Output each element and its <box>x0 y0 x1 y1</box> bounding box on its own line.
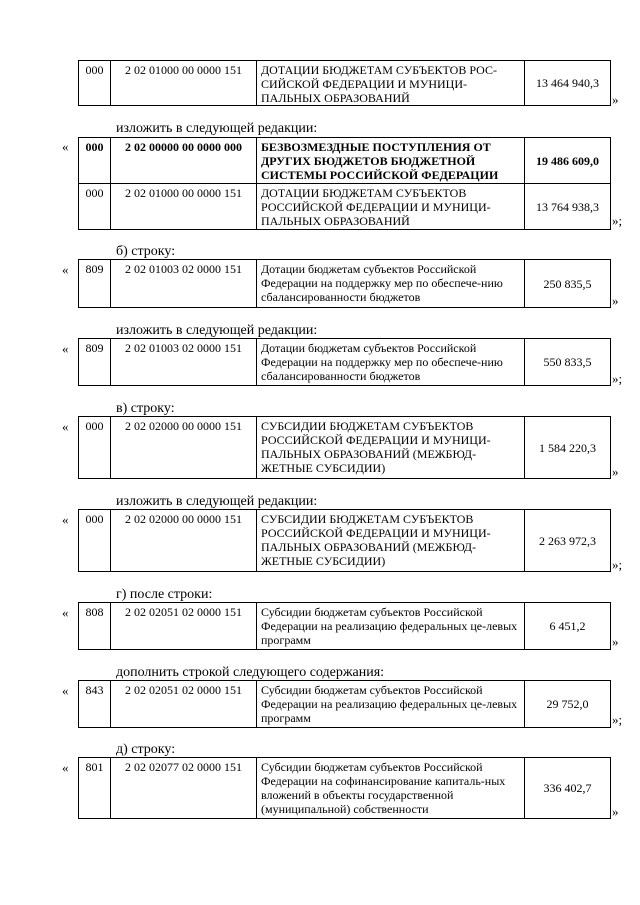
open-quote: « <box>62 341 69 356</box>
table-row <box>79 339 611 386</box>
revenue-name: СУБСИДИИ БЮДЖЕТАМ СУБЪЕКТОВ РОССИЙСКОЙ ФЕДЕРАЦИИ И МУНИЦИ-ПАЛЬНЫХ ОБРАЗОВАНИЙ (МЕЖБЮД-ЖЕТНЫЕ СУБСИДИИ) <box>257 510 525 572</box>
table-row <box>79 603 611 650</box>
amount: 336 402,7 <box>525 758 611 819</box>
instruction-caption: изложить в следующей редакции: <box>116 323 318 338</box>
admin-code: 000 <box>79 61 111 106</box>
admin-code: 809 <box>79 339 111 386</box>
table-row <box>79 417 611 479</box>
close-quote: »; <box>612 712 623 727</box>
open-quote: « <box>62 760 69 775</box>
close-quote: » <box>612 293 619 308</box>
budget-class-code: 2 02 02051 02 0000 151 <box>111 603 257 650</box>
budget-table <box>78 416 611 479</box>
admin-code: 843 <box>79 681 111 728</box>
close-quote: » <box>612 464 619 479</box>
budget-class-code: 2 02 02000 00 0000 151 <box>111 417 257 479</box>
revenue-name: Субсидии бюджетам субъектов Российской Федерации на реализацию федеральных це-левых программ <box>257 603 525 650</box>
budget-class-code: 2 02 01003 02 0000 151 <box>111 260 257 308</box>
revenue-name: Субсидии бюджетам субъектов Российской Федерации на софинансирование капиталь-ных вложений в объекты государственной (муниципальной) собственности <box>257 758 525 819</box>
close-quote: » <box>612 804 619 819</box>
revenue-name: СУБСИДИИ БЮДЖЕТАМ СУБЪЕКТОВ РОССИЙСКОЙ ФЕДЕРАЦИИ И МУНИЦИ-ПАЛЬНЫХ ОБРАЗОВАНИЙ (МЕЖБЮД-ЖЕТНЫЕ СУБСИДИИ) <box>257 417 525 479</box>
table-row <box>79 138 611 184</box>
budget-table <box>78 60 611 106</box>
revenue-name: Дотации бюджетам субъектов Российской Федерации на поддержку мер по обеспече-нию сбалансированности бюджетов <box>257 260 525 308</box>
amount: 2 263 972,3 <box>525 510 611 572</box>
budget-class-code: 2 02 01000 00 0000 151 <box>111 61 257 106</box>
instruction-caption: г) после строки: <box>116 587 213 602</box>
table-row <box>79 681 611 728</box>
amount: 550 833,5 <box>525 339 611 386</box>
instruction-caption: б) строку: <box>116 244 176 259</box>
amount: 13 764 938,3 <box>525 184 611 230</box>
close-quote: »; <box>612 557 623 572</box>
admin-code: 000 <box>79 184 111 230</box>
amount: 6 451,2 <box>525 603 611 650</box>
budget-table <box>78 680 611 728</box>
admin-code: 808 <box>79 603 111 650</box>
budget-table <box>78 259 611 308</box>
budget-class-code: 2 02 01003 02 0000 151 <box>111 339 257 386</box>
open-quote: « <box>62 262 69 277</box>
close-quote: » <box>612 634 619 649</box>
revenue-name: Субсидии бюджетам субъектов Российской Федерации на реализацию федеральных це-левых программ <box>257 681 525 728</box>
admin-code: 000 <box>79 138 111 184</box>
table-row <box>79 758 611 819</box>
admin-code: 809 <box>79 260 111 308</box>
revenue-name: Дотации бюджетам субъектов Российской Федерации на поддержку мер по обеспече-нию сбалансированности бюджетов <box>257 339 525 386</box>
revenue-name: ДОТАЦИИ БЮДЖЕТАМ СУБЪЕКТОВ РОС-СИЙСКОЙ ФЕДЕРАЦИИ И МУНИЦИ-ПАЛЬНЫХ ОБРАЗОВАНИЙ <box>257 61 525 106</box>
budget-class-code: 2 02 00000 00 0000 000 <box>111 138 257 184</box>
budget-class-code: 2 02 02000 00 0000 151 <box>111 510 257 572</box>
open-quote: « <box>62 512 69 527</box>
open-quote: « <box>62 419 69 434</box>
open-quote: « <box>62 605 69 620</box>
admin-code: 000 <box>79 417 111 479</box>
budget-class-code: 2 02 02051 02 0000 151 <box>111 681 257 728</box>
budget-table <box>78 137 611 230</box>
budget-class-code: 2 02 01000 00 0000 151 <box>111 184 257 230</box>
admin-code: 801 <box>79 758 111 819</box>
budget-table <box>78 757 611 819</box>
instruction-caption: д) строку: <box>116 742 176 757</box>
amount: 13 464 940,3 <box>525 61 611 106</box>
amount: 1 584 220,3 <box>525 417 611 479</box>
close-quote: » <box>612 92 619 107</box>
budget-table <box>78 602 611 650</box>
budget-table <box>78 509 611 572</box>
revenue-name: ДОТАЦИИ БЮДЖЕТАМ СУБЪЕКТОВ РОССИЙСКОЙ ФЕДЕРАЦИИ И МУНИЦИ-ПАЛЬНЫХ ОБРАЗОВАНИЙ <box>257 184 525 230</box>
amount: 29 752,0 <box>525 681 611 728</box>
open-quote: « <box>62 683 69 698</box>
close-quote: »; <box>612 213 623 228</box>
open-quote: « <box>62 139 69 154</box>
instruction-caption: в) строку: <box>116 401 175 416</box>
instruction-caption: изложить в следующей редакции: <box>116 494 318 509</box>
instruction-caption: дополнить строкой следующего содержания: <box>116 665 385 680</box>
budget-table <box>78 338 611 386</box>
table-row <box>79 510 611 572</box>
table-row <box>79 61 611 106</box>
amount: 19 486 609,0 <box>525 138 611 184</box>
revenue-name: БЕЗВОЗМЕЗДНЫЕ ПОСТУПЛЕНИЯ ОТ ДРУГИХ БЮДЖЕТОВ БЮДЖЕТНОЙ СИСТЕМЫ РОССИЙСКОЙ ФЕДЕРАЦИИ <box>257 138 525 184</box>
table-row <box>79 184 611 230</box>
instruction-caption: изложить в следующей редакции: <box>116 121 318 136</box>
table-row <box>79 260 611 308</box>
admin-code: 000 <box>79 510 111 572</box>
close-quote: »; <box>612 371 623 386</box>
budget-class-code: 2 02 02077 02 0000 151 <box>111 758 257 819</box>
amount: 250 835,5 <box>525 260 611 308</box>
